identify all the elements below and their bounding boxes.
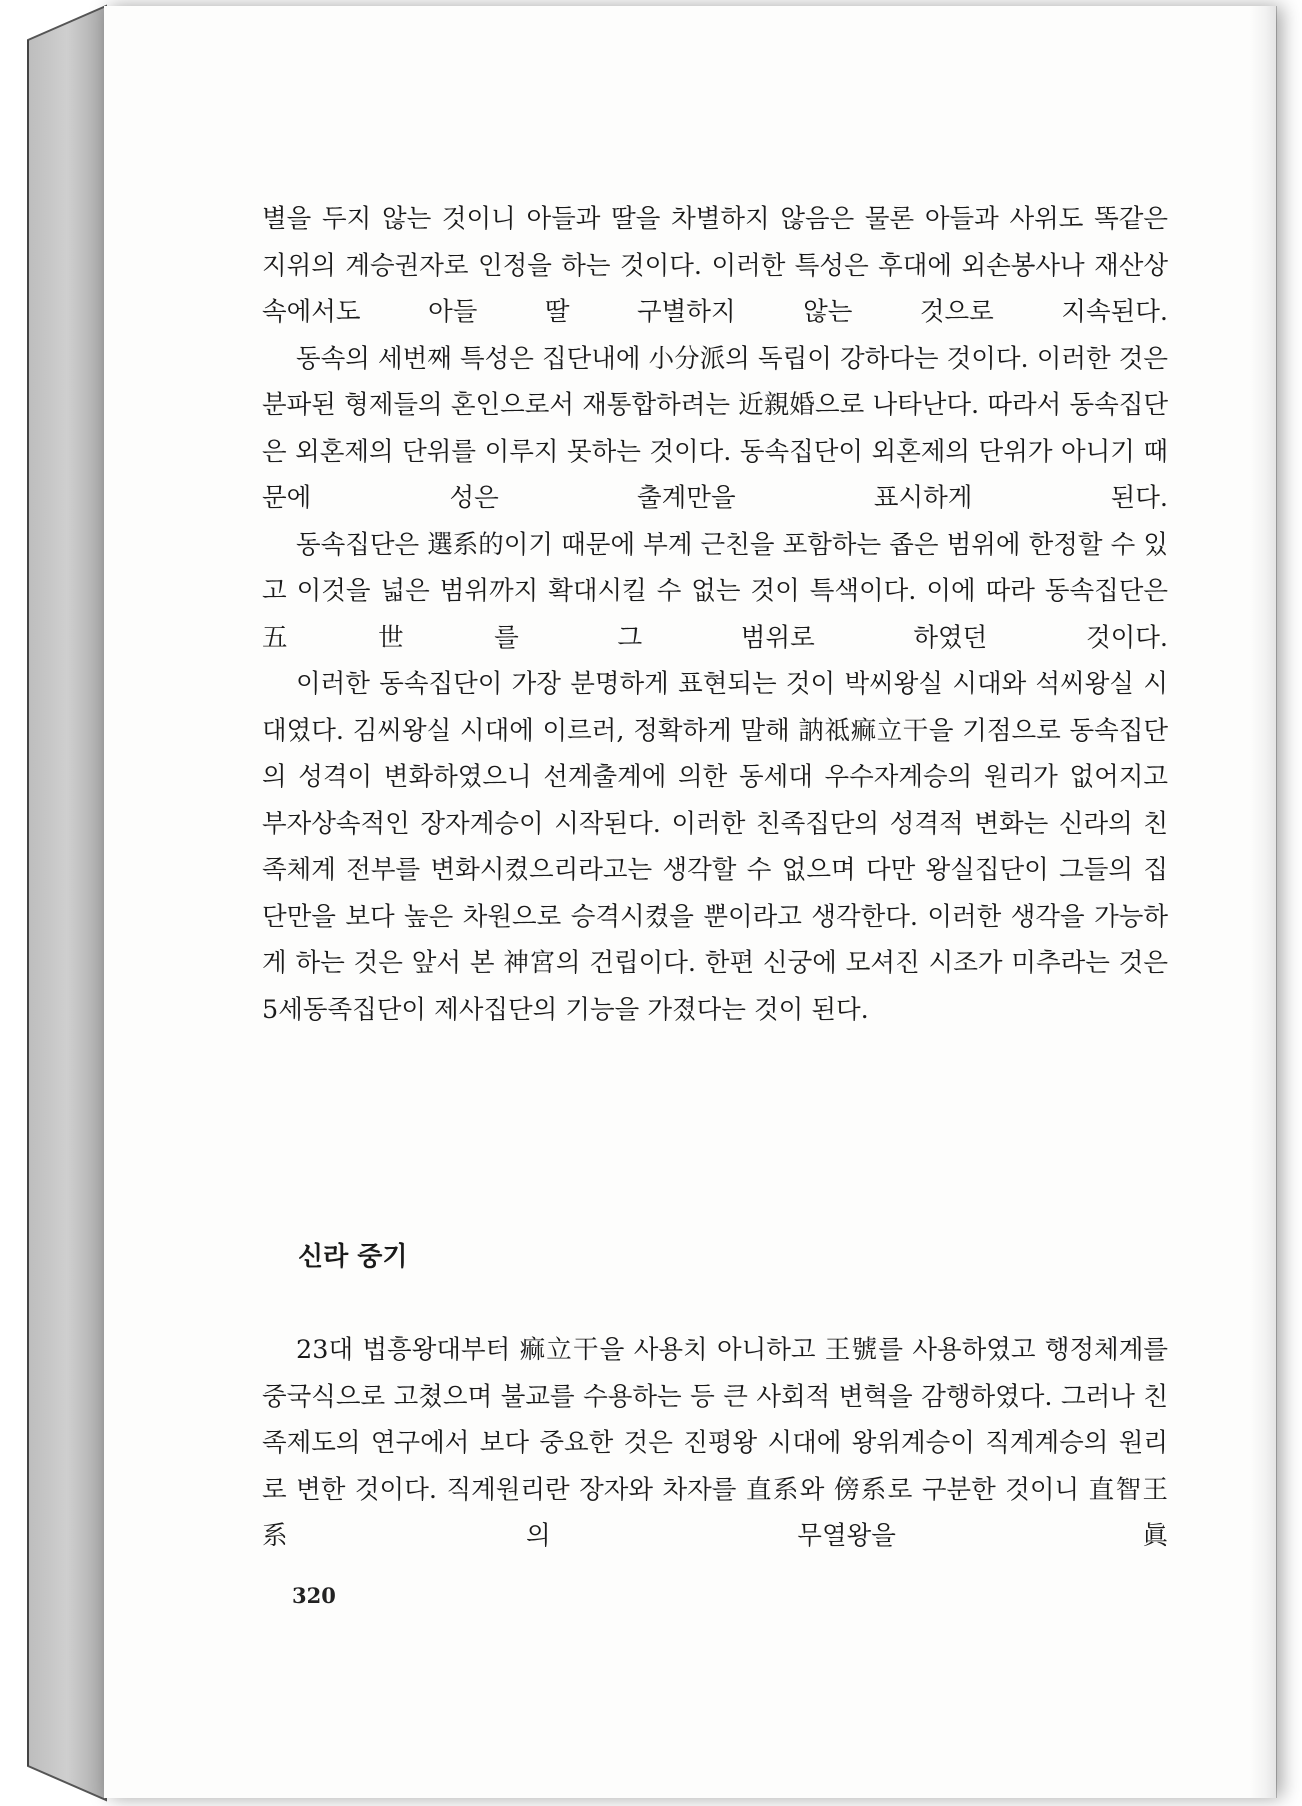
section-heading: 신라 중기 — [298, 1242, 408, 1272]
paragraph-3: 동속집단은 選系的이기 때문에 부계 근친을 포함하는 좁은 범위에 한정할 수 있고 이것을 넓은 범위까지 확대시킬 수 없는 것이 특색이다. 이에 따라 동속집단은 五世를 그 범위로 하였던 것이다. — [262, 529, 1168, 653]
paragraph-4: 이러한 동속집단이 가장 분명하게 표현되는 것이 박씨왕실 시대와 석씨왕실 시대였다. 김씨왕실 시대에 이르러, 정확하게 말해 訥祗痲立干을 기점으로 동속집단의 성격이 변화하였으니 선계출계에 의한 동세대 우수자계승의 원리가 없어지고 부자상속적인 장자계승이 시작된다. 이러한 친족집단의 성격적 변화는 신라의 친족체계 전부를 변화시켰으리라고는 생각할 수 없으며 다만 왕실집단이 그들의 집단만을 보다 높은 차원으로 승격시켰을 뿐이라고 생각한다. 이러한 생각을 가능하게 하는 것은 앞서 본 神宮의 건립이다. 한편 신궁에 모셔진 시조가 미추라는 것은 5세동족집단이 제사집단의 기능을 가졌다는 것이 된다. — [262, 669, 1168, 1025]
section-body-text — [262, 1327, 1168, 1560]
paragraph-2: 동속의 세번째 특성은 집단내에 小分派의 독립이 강하다는 것이다. 이러한 것은 분파된 형제들의 혼인으로서 재통합하려는 近親婚으로 나타난다. 따라서 동속집단은 외혼제의 단위를 이루지 못하는 것이다. 동속집단이 외혼제의 단위가 아니기 때문에 성은 출계만을 표시하게 된다. — [262, 343, 1168, 513]
body-text — [262, 196, 1168, 1033]
book-spine — [0, 0, 110, 1806]
page-number: 320 — [292, 1583, 336, 1608]
section-paragraph: 23대 법흥왕대부터 痲立干을 사용치 아니하고 王號를 사용하였고 행정체계를 중국식으로 고쳤으며 불교를 수용하는 등 큰 사회적 변혁을 감행하였다. 그러나 친족제도의 연구에서 보다 중요한 것은 진평왕 시대에 왕위계승이 직계계승의 원리로 변한 것이다. 직계원리란 장자와 차자를 直系와 傍系로 구분한 것이니 直智王系의 무열왕을 眞 — [262, 1335, 1168, 1551]
page-edge — [1250, 6, 1276, 1798]
paragraph-1: 별을 두지 않는 것이니 아들과 딸을 차별하지 않음은 물론 아들과 사위도 똑같은 지위의 계승권자로 인정을 하는 것이다. 이러한 특성은 후대에 외손봉사나 재산상속에서도 아들 딸 구별하지 않는 것으로 지속된다. — [262, 204, 1168, 327]
